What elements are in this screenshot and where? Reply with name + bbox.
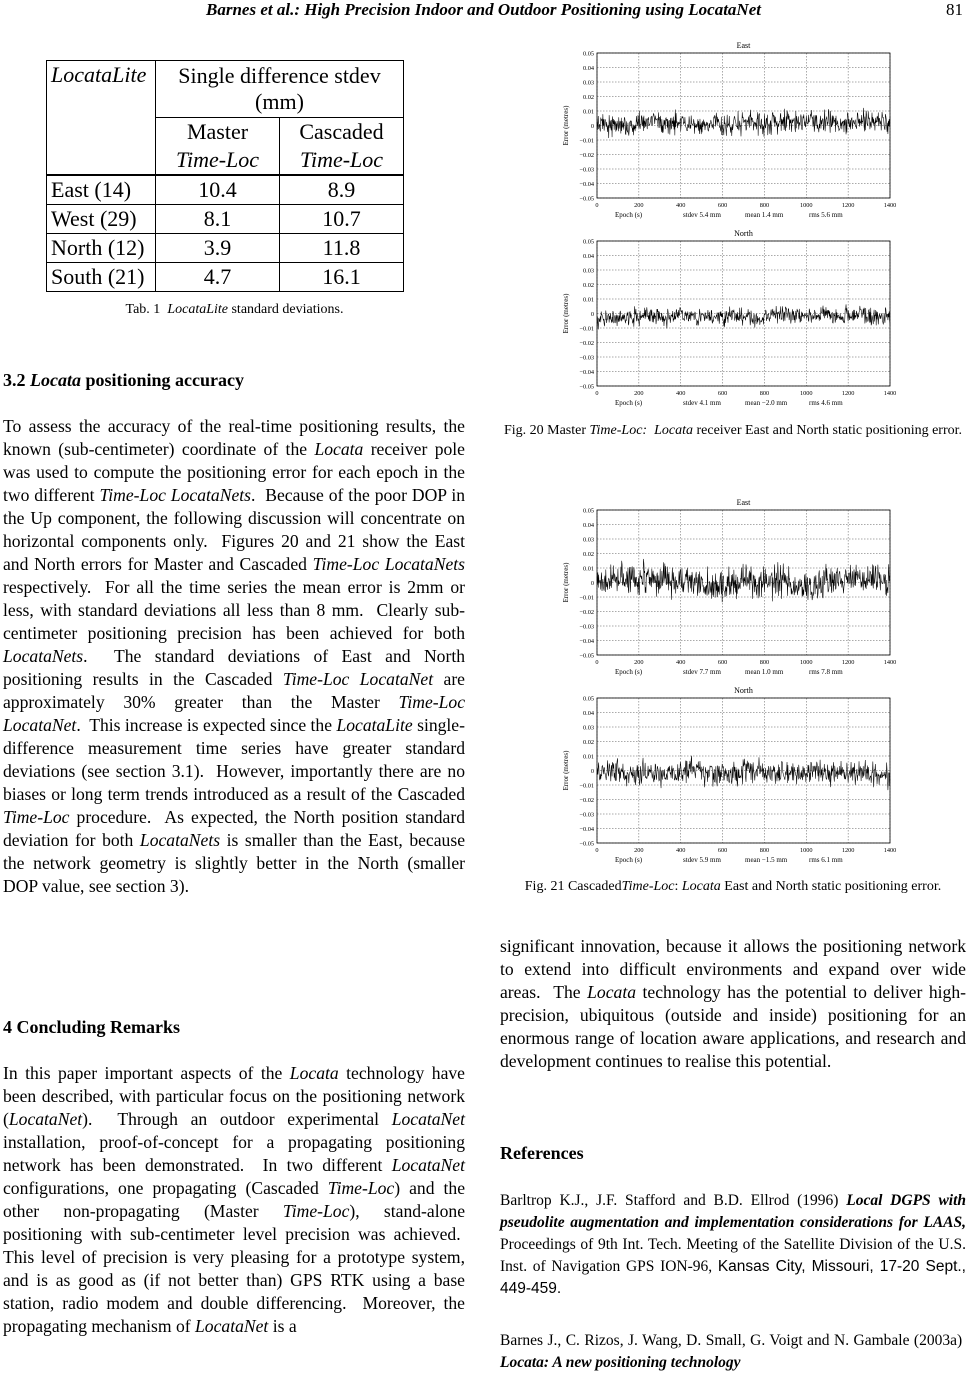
y-tick-label: −0.04 (579, 369, 594, 376)
y-tick-label: −0.05 (579, 840, 594, 848)
table-col-cascaded-line1: Cascaded (299, 119, 384, 144)
x-axis-label: Epoch (s) (615, 211, 643, 219)
y-tick-label: 0.04 (582, 65, 594, 72)
stat-mean: mean 1.0 mm (745, 668, 784, 676)
stat-stdev: stdev 7.7 mm (683, 668, 721, 676)
x-tick-label: 800 (759, 659, 770, 666)
table-row (47, 263, 404, 292)
ref2-title: Locata: A new positioning technology (500, 1354, 741, 1371)
x-tick-label: 1200 (841, 390, 855, 397)
x-tick-label: 200 (634, 390, 644, 397)
y-tick-label: 0.01 (582, 108, 594, 116)
y-tick-label: 0.01 (582, 753, 594, 761)
table-cell-label: North (12) (47, 234, 156, 263)
x-tick-label: 800 (759, 202, 770, 209)
y-tick-label: −0.02 (579, 340, 594, 347)
table-col-master-line2: Time-Loc (175, 147, 260, 172)
x-tick-label: 600 (717, 659, 728, 666)
stat-stdev: stdev 4.1 mm (683, 399, 721, 407)
x-tick-label: 400 (675, 847, 686, 854)
y-tick-label: −0.02 (579, 797, 594, 804)
chart-title: North (734, 229, 753, 238)
y-tick-label: 0 (590, 580, 594, 587)
table-cell-label: East (14) (47, 175, 156, 205)
chart-title: North (734, 686, 753, 695)
y-tick-label: −0.01 (579, 137, 594, 145)
series-line (597, 304, 890, 329)
y-tick-label: −0.03 (579, 811, 594, 819)
reference-2 (500, 1330, 966, 1374)
y-tick-label: 0.02 (582, 94, 594, 101)
y-tick-label: −0.05 (579, 195, 594, 203)
figure-20 (555, 35, 905, 415)
series-line (597, 108, 890, 138)
stat-stdev: stdev 5.9 mm (683, 856, 721, 864)
y-tick-label: 0.01 (582, 565, 594, 573)
section-heading-3-2 (3, 370, 244, 391)
fig21-caption-italic1: Time-Loc (621, 879, 675, 894)
table-cell-label: South (21) (47, 263, 156, 292)
y-tick-label: −0.05 (579, 652, 594, 660)
chart-panel-1 (562, 229, 896, 407)
x-tick-label: 0 (595, 847, 599, 854)
x-tick-label: 400 (675, 390, 686, 397)
x-tick-label: 600 (717, 202, 728, 209)
heading-number: 3.2 (3, 370, 26, 390)
ref1-rest: Proceedings of 9th Int. Tech. Meeting of the Satellite Division of the U.S. Inst. of Navigation GPS ION-96, (500, 1236, 966, 1275)
y-tick-label: −0.02 (579, 152, 594, 159)
references-heading: References (500, 1143, 584, 1163)
x-tick-label: 800 (759, 390, 770, 397)
table-corner-label: LocataLite (47, 61, 156, 176)
table-col-cascaded-line2: Time-Loc (299, 147, 384, 172)
x-tick-label: 1200 (841, 847, 855, 854)
x-tick-label: 1200 (841, 202, 855, 209)
table-caption-italic: LocataLite (167, 302, 228, 317)
table-cell-cascaded: 11.8 (280, 234, 404, 263)
y-tick-label: −0.04 (579, 181, 594, 188)
y-tick-label: −0.01 (579, 782, 594, 790)
paragraph-accuracy: To assess the accuracy of the real-time positioning results, the known (sub-centimeter) coordinate of the Locata receiver pole was used to compute the positioning error for each epoch in the two different Time-Loc LocataNets. Because of the poor DOP in the Up component, the following discussion will concentrate on horizontal components only. Figures 20 and 21 show the East and North errors for Master and Cascaded Time-Loc LocataNets respectively. For all the time series the mean error is 2mm or less, with standard deviations all less than 8 mm. Clearly sub-centimeter positioning precision has been achieved for both LocataNets. The standard deviations of East and North positioning results in the Cascaded Time-Loc LocataNet are approximately 30% greater than the Master Time-Loc LocataNet. This increase is expected since the LocataLite single-difference measurement time series have greater standard deviations (see section 3.1). However, importantly there are no biases or long term trends introduced as a result of the Cascaded Time-Loc procedure. As expected, the North position standard deviation for both LocataNets is smaller than the East, because the network geometry is slightly better in the North (smaller DOP value, see section 3). (3, 416, 466, 896)
x-tick-label: 400 (675, 659, 686, 666)
y-tick-label: 0.02 (582, 282, 594, 289)
chart-title: East (736, 498, 751, 507)
y-tick-label: 0.05 (582, 695, 594, 703)
y-tick-label: −0.01 (579, 594, 594, 602)
table-caption (3, 302, 466, 318)
table-col-master-line1: Master (186, 119, 249, 144)
table-cell-master: 3.9 (156, 234, 280, 263)
y-tick-label: 0.04 (582, 253, 594, 260)
table-caption-rest: standard deviations. (231, 302, 344, 317)
ref1-title: Local DGPS with pseudolite augmentation and implementation considerations for LAAS, (500, 1192, 967, 1231)
table-cell-cascaded: 10.7 (280, 205, 404, 234)
x-tick-label: 1400 (883, 202, 897, 209)
y-tick-label: 0.03 (582, 724, 594, 732)
stat-mean: mean −1.5 mm (745, 856, 788, 864)
table-row (47, 175, 404, 205)
y-tick-label: 0 (590, 123, 594, 130)
y-tick-label: 0.04 (582, 710, 594, 717)
x-tick-label: 1000 (799, 390, 813, 397)
x-tick-label: 0 (595, 390, 599, 397)
x-tick-label: 200 (634, 202, 644, 209)
y-tick-label: 0.03 (582, 536, 594, 544)
y-tick-label: 0.01 (582, 296, 594, 304)
paragraph-continued: significant innovation, because it allows the positioning network to extend into difficult environments and expand over wide areas. The Locata technology has the potential to deliver high-precision, ubiquitous (outside and inside) positioning for an enormous range of location aware applications, and research and development continues to realise this potential. (500, 936, 966, 1071)
table-caption-prefix: Tab. 1 (125, 302, 161, 317)
y-tick-label: −0.03 (579, 354, 594, 362)
stat-rms: rms 4.6 mm (809, 399, 843, 407)
y-tick-label: 0.05 (582, 507, 594, 515)
table-1 (46, 60, 404, 292)
fig20-caption-rest: receiver East and North static positioning error. (696, 423, 963, 438)
reference-1 (500, 1190, 966, 1300)
x-tick-label: 200 (634, 847, 644, 854)
x-tick-label: 600 (717, 847, 728, 854)
chart-panel-3 (562, 686, 896, 864)
figure-20-caption (500, 422, 966, 440)
table-col-cascaded (280, 118, 404, 176)
y-tick-label: 0 (590, 768, 594, 775)
x-tick-label: 400 (675, 202, 686, 209)
y-tick-label: 0.03 (582, 79, 594, 87)
ref1-place: Kansas City, Missouri, 17-20 Sept., 449-459. (500, 1258, 966, 1297)
y-tick-label: 0.05 (582, 50, 594, 58)
y-tick-label: 0.05 (582, 238, 594, 246)
x-tick-label: 1200 (841, 659, 855, 666)
x-axis-label: Epoch (s) (615, 668, 643, 676)
ref2-authors: Barnes J., C. Rizos, J. Wang, D. Small, G. Voigt and N. Gambale (2003a) (500, 1332, 963, 1349)
table-row (47, 234, 404, 263)
y-axis-label: Error (metres) (562, 293, 570, 334)
x-tick-label: 1400 (883, 847, 897, 854)
x-tick-label: 0 (595, 202, 599, 209)
x-tick-label: 600 (717, 390, 728, 397)
fig20-caption-italic1: Time-Loc: (589, 423, 648, 438)
y-tick-label: −0.04 (579, 826, 594, 833)
chart-panel-0 (562, 41, 896, 219)
stat-mean: mean −2.0 mm (745, 399, 788, 407)
paragraph-concluding: In this paper important aspects of the Locata technology have been described, with particular focus on the positioning network (LocataNet). Through an outdoor experimental LocataNet installation, proof-of-concept for a propagating positioning network has been demonstrated. In two different LocataNet configurations, one propagating (Cascaded Time-Loc) and the other non-propagating (Master Time-Loc), stand-alone positioning with sub-centimeter level precision was achieved. This level of precision is very pleasing for a prototype system, and is as good as (if not better than) GPS RTK using a base station, radio modem and double differencing. Moreover, the propagating mechanism of LocataNet is a (3, 1063, 466, 1336)
chart-title: East (736, 41, 751, 50)
stat-rms: rms 5.6 mm (809, 211, 843, 219)
table-cell-master: 4.7 (156, 263, 280, 292)
y-tick-label: −0.02 (579, 609, 594, 616)
table-cell-label: West (29) (47, 205, 156, 234)
y-axis-label: Error (metres) (562, 105, 570, 146)
heading-rest: positioning accuracy (85, 370, 245, 390)
stat-mean: mean 1.4 mm (745, 211, 784, 219)
fig20-caption-italic2: Locata (654, 423, 693, 438)
chart-panel-2 (562, 498, 896, 676)
table-col-master (156, 118, 280, 176)
ref1-authors: Barltrop K.J., J.F. Stafford and B.D. Ellrod (1996) (500, 1192, 839, 1209)
x-tick-label: 1400 (883, 390, 897, 397)
y-axis-label: Error (metres) (562, 562, 570, 603)
table-row (47, 205, 404, 234)
table-cell-master: 10.4 (156, 175, 280, 205)
page-number: 81 (946, 0, 963, 19)
y-tick-label: −0.03 (579, 623, 594, 631)
table-cell-cascaded: 16.1 (280, 263, 404, 292)
y-tick-label: −0.03 (579, 166, 594, 174)
figure-21 (555, 492, 905, 872)
table-cell-cascaded: 8.9 (280, 175, 404, 205)
x-tick-label: 1000 (799, 202, 813, 209)
x-axis-label: Epoch (s) (615, 856, 643, 864)
series-line (597, 559, 890, 602)
fig20-caption-prefix: Fig. 20 Master (503, 423, 587, 438)
x-tick-label: 1000 (799, 847, 813, 854)
y-tick-label: 0.03 (582, 267, 594, 275)
x-tick-label: 1400 (883, 659, 897, 666)
y-axis-label: Error (metres) (562, 750, 570, 791)
stat-stdev: stdev 5.4 mm (683, 211, 721, 219)
y-tick-label: −0.05 (579, 383, 594, 391)
y-tick-label: 0.04 (582, 522, 594, 529)
y-tick-label: −0.01 (579, 325, 594, 333)
stat-rms: rms 6.1 mm (809, 856, 843, 864)
y-tick-label: 0.02 (582, 551, 594, 558)
figure-21-caption: Fig. 21 CascadedTime-Loc: Locata East and North static positioning error. (524, 879, 942, 894)
fig21-caption-italic2: Locata (681, 879, 721, 894)
running-head (0, 0, 967, 22)
stat-rms: rms 7.8 mm (809, 668, 843, 676)
x-tick-label: 200 (634, 659, 644, 666)
fig21-caption-rest: East and North static positioning error. (724, 879, 942, 894)
x-tick-label: 0 (595, 659, 599, 666)
section-heading-4: 4 Concluding Remarks (3, 1017, 181, 1037)
y-tick-label: 0 (590, 311, 594, 318)
y-tick-label: −0.04 (579, 638, 594, 645)
table-cell-master: 8.1 (156, 205, 280, 234)
heading-italic: Locata (30, 370, 81, 390)
fig21-caption-prefix: Fig. 21 Cascaded (524, 879, 622, 894)
y-tick-label: 0.02 (582, 739, 594, 746)
x-tick-label: 1000 (799, 659, 813, 666)
running-head-title: Barnes et al.: High Precision Indoor and Outdoor Positioning using LocataNet (206, 0, 761, 19)
table-group-header: Single difference stdev (mm) (156, 61, 404, 118)
x-axis-label: Epoch (s) (615, 399, 643, 407)
x-tick-label: 800 (759, 847, 770, 854)
